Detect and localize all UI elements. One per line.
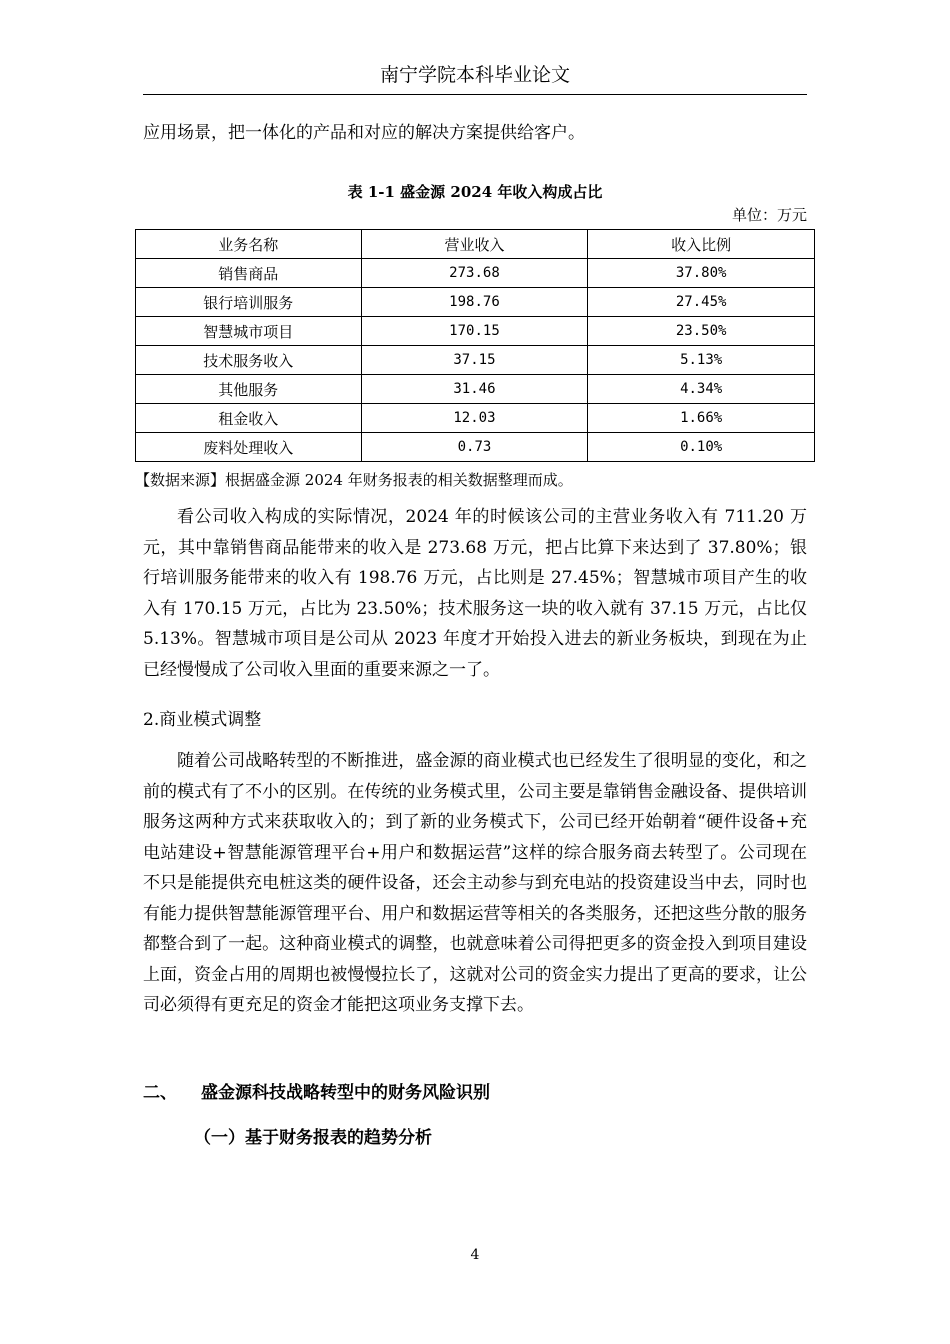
ratio-cell: 1.66%: [588, 404, 815, 433]
table-source-note: 【数据来源】根据盛金源 2024 年财务报表的相关数据整理而成。: [135, 471, 573, 489]
table-row: [136, 404, 815, 433]
revenue-cell: 198.76: [361, 288, 588, 317]
revenue-cell: 12.03: [361, 404, 588, 433]
section-title: 盛金源科技战略转型中的财务风险识别: [201, 1083, 490, 1103]
business-name-cell: 销售商品: [136, 259, 362, 288]
business-name-cell: 租金收入: [136, 404, 362, 433]
business-name-cell: 银行培训服务: [136, 288, 362, 317]
revenue-cell: 37.15: [361, 346, 588, 375]
table-row: [136, 346, 815, 375]
business-name-cell: 智慧城市项目: [136, 317, 362, 346]
table-row: [136, 375, 815, 404]
business-name-cell: 其他服务: [136, 375, 362, 404]
revenue-cell: 273.68: [361, 259, 588, 288]
section-heading: [143, 1078, 490, 1108]
header-rule: [143, 94, 807, 95]
table-header-row: [136, 230, 815, 259]
header-cell: 收入比例: [588, 230, 815, 259]
ratio-cell: 23.50%: [588, 317, 815, 346]
table-unit: 单位：万元: [731, 206, 807, 224]
header-cell: 营业收入: [361, 230, 588, 259]
business-name-cell: 废料处理收入: [136, 433, 362, 462]
header-cell: 业务名称: [136, 230, 362, 259]
table-caption: 表 1-1 盛金源 2024 年收入构成占比: [347, 183, 603, 201]
ratio-cell: 37.80%: [588, 259, 815, 288]
revenue-cell: 0.73: [361, 433, 588, 462]
table-row: [136, 259, 815, 288]
revenue-table: [135, 229, 815, 462]
table-row: [136, 317, 815, 346]
subsection-heading: （一）基于财务报表的趋势分析: [194, 1128, 432, 1148]
ratio-cell: 4.34%: [588, 375, 815, 404]
page-number: 4: [470, 1247, 480, 1263]
business-name-cell: 技术服务收入: [136, 346, 362, 375]
revenue-cell: 31.46: [361, 375, 588, 404]
revenue-cell: 170.15: [361, 317, 588, 346]
ratio-cell: 27.45%: [588, 288, 815, 317]
paragraph-revenue-analysis: 看公司收入构成的实际情况，2024 年的时候该公司的主营业务收入有 711.20 万元，其中靠销售商品能带来的收入是 273.68 万元，把占比算下来达到了 37.80%；银行培训服务能带来的收入有 198.76 万元，占比则是 27.45%；智慧城市项目产生的收入有 170.15 万元，占比为 23.50%；技术服务这一块的收入就有 37.15 万元，占比仅 5.13%。智慧城市项目是公司从 2023 年度才开始投入进去的新业务板块，到现在为止已经慢慢成了公司收入里面的重要来源之一了。: [143, 507, 807, 680]
running-header: 南宁学院本科毕业论文: [379, 64, 570, 86]
table-row: [136, 433, 815, 462]
subheading-business-model: 2.商业模式调整: [143, 710, 262, 730]
paragraph-business-model: 随着公司战略转型的不断推进，盛金源的商业模式也已经发生了很明显的变化，和之前的模式有了不小的区别。在传统的业务模式里，公司主要是靠销售金融设备、提供培训服务这两种方式来获取收入的；到了新的业务模式下，公司已经开始朝着“硬件设备+充电站建设+智慧能源管理平台+用户和数据运营”这样的综合服务商去转型了。公司现在不只是能提供充电桩这类的硬件设备，还会主动参与到充电站的投资建设当中去，同时也有能力提供智慧能源管理平台、用户和数据运营等相关的各类服务，还把这些分散的服务都整合到了一起。这种商业模式的调整，也就意味着公司得把更多的资金投入到项目建设上面，资金占用的周期也被慢慢拉长了，这就对公司的资金实力提出了更高的要求，让公司必须得有更充足的资金才能把这项业务支撑下去。: [143, 751, 807, 1015]
intro-line: 应用场景，把一体化的产品和对应的解决方案提供给客户。: [143, 123, 585, 143]
ratio-cell: 0.10%: [588, 433, 815, 462]
ratio-cell: 5.13%: [588, 346, 815, 375]
table-row: [136, 288, 815, 317]
section-number: 二、: [143, 1083, 177, 1103]
